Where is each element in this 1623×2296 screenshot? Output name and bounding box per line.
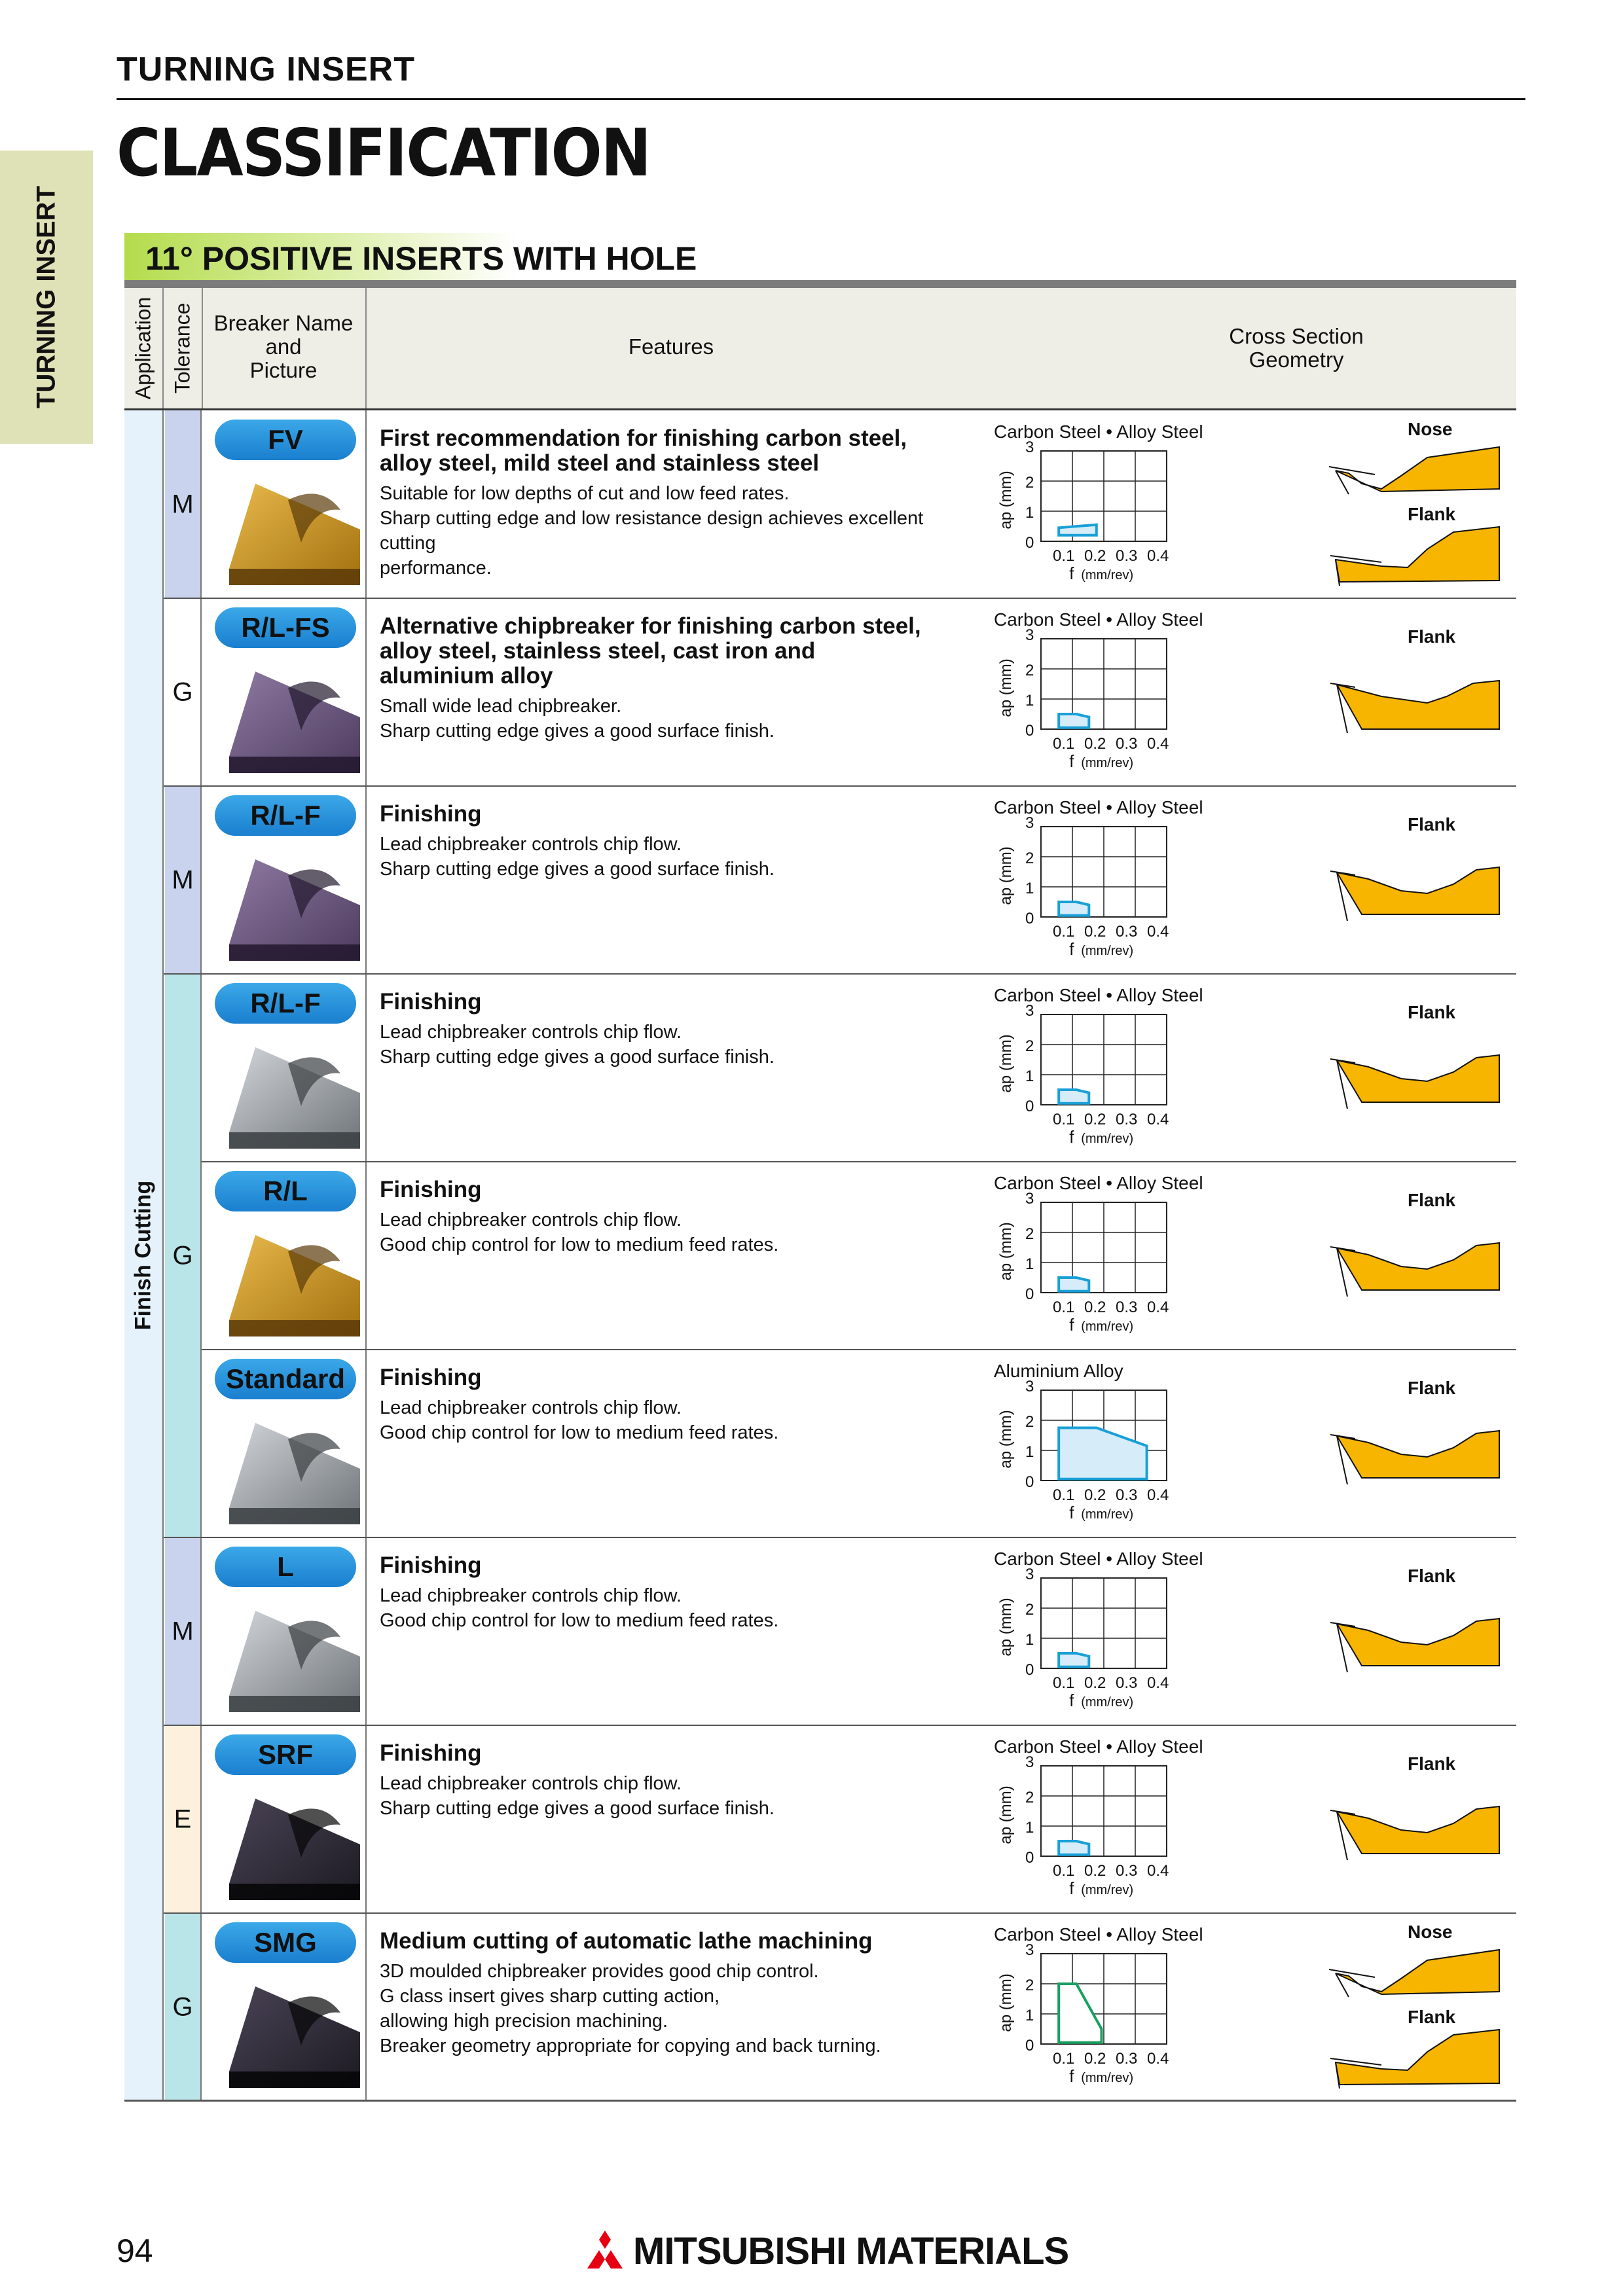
x-axis-label: f [1069, 751, 1074, 771]
insert-row [203, 1913, 1516, 2100]
y-tick-label: 3 [1025, 1378, 1034, 1395]
feature-line: performance. [380, 558, 492, 579]
x-tick-label: 0.2 [1084, 1111, 1106, 1128]
tolerance-cell [165, 974, 200, 1537]
feature-line: Lead chipbreaker controls chip flow. [380, 1210, 682, 1230]
row-divider [202, 598, 1516, 599]
feature-line: G class insert gives sharp cutting action, [380, 1986, 720, 2007]
features-block [380, 1177, 982, 1257]
x-tick-label: 0.2 [1084, 923, 1106, 941]
x-axis-unit: (mm/rev) [1081, 1695, 1134, 1710]
x-tick-label: 0.4 [1147, 2050, 1169, 2068]
header-cross-line: Geometry [1249, 348, 1344, 372]
feature-title-line: Finishing [380, 989, 482, 1014]
cross-section-diagram [1185, 1162, 1516, 1349]
application-label: Finish Cutting [130, 1180, 156, 1331]
feature-line: Small wide lead chipbreaker. [380, 696, 622, 717]
x-tick-label: 0.2 [1084, 1674, 1106, 1692]
breaker-name-badge[interactable]: R/L-F [215, 983, 356, 1024]
x-axis-label: f [1069, 564, 1074, 583]
insert-row [203, 598, 1516, 785]
insert-picture [216, 846, 367, 964]
y-tick-label: 2 [1025, 1977, 1034, 1994]
page-title: CLASSIFICATION [117, 115, 651, 191]
feature-line: Lead chipbreaker controls chip flow. [380, 1022, 682, 1043]
application-region [1059, 902, 1089, 916]
y-tick-label: 0 [1025, 1098, 1034, 1115]
feature-line: Lead chipbreaker controls chip flow. [380, 1585, 682, 1606]
insert-row [203, 1725, 1516, 1912]
x-tick-label: 0.2 [1084, 1486, 1106, 1504]
x-tick-label: 0.3 [1116, 2050, 1138, 2068]
x-axis-label: f [1069, 939, 1074, 959]
x-axis-unit: (mm/rev) [1081, 1883, 1134, 1897]
category-banner [124, 233, 1516, 280]
x-tick-label: 0.3 [1116, 1111, 1138, 1128]
y-tick-label: 2 [1025, 1601, 1034, 1619]
tolerance-cell [165, 598, 200, 786]
y-tick-label: 1 [1025, 880, 1034, 897]
cross-section-diagram [1185, 1913, 1516, 2100]
features-block [380, 1741, 982, 1821]
feature-title [380, 1741, 982, 1766]
feature-title-line: Finishing [380, 1552, 482, 1578]
row-divider [202, 1537, 1516, 1538]
features-block [380, 426, 982, 581]
application-region [1059, 1278, 1089, 1291]
feature-line: Lead chipbreaker controls chip flow. [380, 1773, 682, 1794]
y-tick-label: 2 [1025, 474, 1034, 492]
feature-line: Suitable for low depths of cut and low feed rates. [380, 483, 790, 504]
x-axis-label: f [1069, 2066, 1074, 2086]
chart-material: Aluminium Alloy [994, 1361, 1123, 1381]
three-diamonds-icon [585, 2231, 625, 2269]
y-tick-label: 0 [1025, 1849, 1034, 1867]
x-tick-label: 0.3 [1116, 547, 1138, 565]
x-tick-label: 0.4 [1147, 923, 1169, 941]
x-axis-unit: (mm/rev) [1081, 1507, 1134, 1522]
chart-material: Carbon Steel • Alloy Steel [994, 985, 1203, 1005]
x-tick-label: 0.3 [1116, 1486, 1138, 1504]
insert-picture [216, 1785, 367, 1903]
application-region [1059, 1090, 1089, 1103]
tolerance-divider [164, 598, 202, 599]
tolerance-label: G [172, 1241, 193, 1270]
cross-section-diagram [1185, 598, 1516, 785]
insert-row [203, 1162, 1516, 1349]
breaker-name-badge[interactable]: R/L-FS [215, 607, 356, 648]
table-header [124, 288, 1516, 408]
x-tick-label: 0.3 [1116, 923, 1138, 941]
breaker-name-badge[interactable]: Standard [215, 1359, 356, 1399]
x-tick-label: 0.4 [1147, 1111, 1169, 1128]
tolerance-divider [164, 1725, 202, 1726]
tolerance-cell [165, 410, 200, 598]
insert-picture [216, 1034, 367, 1152]
tolerance-label: G [172, 1992, 193, 2021]
x-tick-label: 0.1 [1053, 923, 1075, 941]
feature-title-line: Finishing [380, 801, 482, 827]
flank-label: Flank [1408, 2007, 1456, 2027]
x-tick-label: 0.2 [1084, 2050, 1106, 2068]
cross-section-diagram [1185, 410, 1516, 598]
feature-title-line: aluminium alloy [380, 663, 553, 689]
insert-row [203, 1537, 1516, 1725]
y-tick-label: 1 [1025, 504, 1034, 522]
x-tick-label: 0.1 [1053, 1862, 1075, 1880]
tolerance-label: M [172, 865, 194, 894]
y-tick-label: 0 [1025, 910, 1034, 927]
feature-line: Lead chipbreaker controls chip flow. [380, 1397, 682, 1418]
y-tick-label: 3 [1025, 1002, 1034, 1020]
y-tick-label: 3 [1025, 1941, 1034, 1959]
feature-line: 3D moulded chipbreaker provides good chip control. [380, 1961, 819, 1982]
insert-picture [216, 658, 367, 776]
feature-line: Good chip control for low to medium feed rates. [380, 1422, 779, 1443]
x-tick-label: 0.4 [1147, 1486, 1169, 1504]
feature-line: Sharp cutting edge gives a good surface finish. [380, 859, 775, 880]
header-breaker-line: Breaker Name [213, 311, 354, 335]
x-axis-unit: (mm/rev) [1081, 1319, 1134, 1334]
table-bottom-rule [124, 2100, 1516, 2102]
y-axis-label: ap (mm) [997, 846, 1015, 905]
y-axis-label: ap (mm) [997, 658, 1015, 717]
y-tick-label: 0 [1025, 1473, 1034, 1491]
row-divider [202, 785, 1516, 787]
cross-section-diagram [1185, 1725, 1516, 1912]
header-cross-line: Cross Section [1229, 324, 1364, 348]
features-block [380, 990, 982, 1069]
y-tick-label: 2 [1025, 850, 1034, 867]
y-axis-label: ap (mm) [997, 471, 1015, 529]
breaker-name-badge[interactable]: FV [215, 420, 356, 460]
feature-title-line: Medium cutting of automatic lathe machining [380, 1928, 873, 1954]
x-tick-label: 0.3 [1116, 1299, 1138, 1316]
y-tick-label: 3 [1025, 626, 1034, 644]
chart-material: Carbon Steel • Alloy Steel [994, 1173, 1203, 1193]
column-divider [200, 410, 202, 2100]
cross-section-diagram [1185, 786, 1516, 973]
header-rule [117, 98, 1525, 100]
y-axis-label: ap (mm) [997, 1785, 1015, 1844]
y-tick-label: 2 [1025, 1225, 1034, 1243]
row-divider [202, 1349, 1516, 1350]
chart-material: Carbon Steel • Alloy Steel [994, 609, 1203, 630]
insert-row [203, 410, 1516, 598]
y-axis-label: ap (mm) [997, 1034, 1015, 1093]
application-region [1059, 525, 1097, 535]
application-region [1059, 714, 1089, 728]
x-tick-label: 0.2 [1084, 735, 1106, 753]
flank-label: Flank [1408, 814, 1456, 834]
x-tick-label: 0.4 [1147, 735, 1169, 753]
x-tick-label: 0.1 [1053, 1111, 1075, 1128]
feature-title [380, 614, 982, 689]
y-tick-label: 0 [1025, 1285, 1034, 1303]
feature-line: Sharp cutting edge gives a good surface finish. [380, 721, 775, 742]
x-tick-label: 0.2 [1084, 547, 1106, 565]
x-axis-label: f [1069, 1315, 1074, 1335]
row-divider [202, 1725, 1516, 1726]
x-tick-label: 0.3 [1116, 735, 1138, 753]
x-tick-label: 0.1 [1053, 2050, 1075, 2068]
y-tick-label: 1 [1025, 1067, 1034, 1085]
feature-line: Good chip control for low to medium feed rates. [380, 1234, 779, 1255]
tolerance-divider [164, 973, 202, 975]
feature-line: Sharp cutting edge gives a good surface finish. [380, 1798, 775, 1819]
tolerance-cell [165, 1725, 200, 1913]
cross-section-diagram [1185, 1537, 1516, 1725]
y-tick-label: 1 [1025, 1819, 1034, 1837]
chart-material: Carbon Steel • Alloy Steel [994, 1924, 1203, 1945]
cross-section-diagram [1185, 1350, 1516, 1537]
header-breaker-line: Picture [249, 358, 318, 382]
x-tick-label: 0.1 [1053, 1674, 1075, 1692]
cross-section-diagram [1185, 974, 1516, 1161]
breaker-name-badge[interactable]: SRF [215, 1734, 356, 1775]
side-tab [0, 151, 93, 444]
flank-label: Flank [1408, 1190, 1456, 1210]
x-tick-label: 0.4 [1147, 1862, 1169, 1880]
x-axis-label: f [1069, 1691, 1074, 1710]
feature-title-line: Alternative chipbreaker for finishing carbon steel, [380, 613, 921, 639]
y-tick-label: 0 [1025, 534, 1034, 552]
breaker-name-badge[interactable]: R/L [215, 1171, 356, 1211]
feature-title [380, 1365, 982, 1390]
y-axis-label: ap (mm) [997, 1598, 1015, 1657]
feature-line: Good chip control for low to medium feed rates. [380, 1610, 779, 1631]
header-features: Features [628, 334, 714, 359]
chart-material: Carbon Steel • Alloy Steel [994, 422, 1203, 442]
x-tick-label: 0.4 [1147, 1674, 1169, 1692]
nose-label: Nose [1408, 1922, 1453, 1942]
feature-title-line: alloy steel, mild steel and stainless steel [380, 450, 820, 476]
x-tick-label: 0.1 [1053, 735, 1075, 753]
row-divider [202, 1161, 1516, 1162]
insert-row [203, 974, 1516, 1161]
feature-title-line: Finishing [380, 1740, 482, 1766]
feature-title-line: Finishing [380, 1365, 482, 1390]
y-axis-label: ap (mm) [997, 1973, 1015, 2032]
header-divider [162, 288, 164, 408]
y-tick-label: 3 [1025, 814, 1034, 832]
y-tick-label: 0 [1025, 2037, 1034, 2054]
chart-material: Carbon Steel • Alloy Steel [994, 1549, 1203, 1569]
y-tick-label: 1 [1025, 1255, 1034, 1273]
flank-label: Flank [1408, 626, 1456, 647]
x-axis-unit: (mm/rev) [1081, 756, 1134, 770]
flank-label: Flank [1408, 1378, 1456, 1398]
tolerance-divider [164, 1537, 202, 1538]
y-tick-label: 3 [1025, 439, 1034, 456]
y-tick-label: 3 [1025, 1190, 1034, 1208]
y-axis-label: ap (mm) [997, 1410, 1015, 1469]
x-tick-label: 0.1 [1053, 1299, 1075, 1316]
insert-row [203, 1350, 1516, 1537]
feature-line: allowing high precision machining. [380, 2011, 668, 2032]
insert-picture [216, 1598, 367, 1715]
tolerance-cell [165, 786, 200, 974]
flank-label: Flank [1408, 1002, 1456, 1022]
tolerance-cell [165, 1537, 200, 1725]
breaker-name-badge[interactable]: L [215, 1547, 356, 1587]
y-tick-label: 3 [1025, 1753, 1034, 1771]
banner-rule [124, 280, 1516, 288]
y-tick-label: 2 [1025, 1037, 1034, 1055]
feature-title [380, 1929, 982, 1954]
header-cross-section [1126, 325, 1467, 372]
header-breaker [203, 312, 364, 382]
tolerance-label: M [172, 490, 194, 518]
tolerance-label: E [173, 1804, 192, 1833]
y-tick-label: 1 [1025, 692, 1034, 709]
y-tick-label: 1 [1025, 2007, 1034, 2024]
y-tick-label: 0 [1025, 722, 1034, 740]
y-tick-label: 1 [1025, 1631, 1034, 1649]
side-tab-label: TURNING INSERT [31, 186, 61, 408]
x-tick-label: 0.2 [1084, 1862, 1106, 1880]
flank-label: Flank [1408, 1753, 1456, 1774]
feature-title [380, 1177, 982, 1202]
tolerance-divider [164, 1912, 202, 1914]
y-axis-label: ap (mm) [997, 1222, 1015, 1281]
section-title: TURNING INSERT [117, 50, 415, 88]
x-tick-label: 0.3 [1116, 1862, 1138, 1880]
page-number: 94 [117, 2233, 153, 2269]
x-axis-unit: (mm/rev) [1081, 568, 1134, 583]
x-axis-label: f [1069, 1503, 1074, 1522]
y-tick-label: 3 [1025, 1566, 1034, 1583]
feature-title-line: First recommendation for finishing carbon steel, [380, 425, 907, 451]
header-breaker-line: and [265, 334, 302, 359]
insert-picture [216, 471, 367, 588]
breaker-name-badge[interactable]: SMG [215, 1922, 356, 1963]
application-column [124, 410, 162, 2100]
x-tick-label: 0.3 [1116, 1674, 1138, 1692]
insert-row [203, 786, 1516, 973]
x-tick-label: 0.4 [1147, 547, 1169, 565]
column-divider [162, 410, 164, 2100]
x-axis-label: f [1069, 1127, 1074, 1147]
features-block [380, 1365, 982, 1445]
features-block [380, 1929, 982, 2058]
feature-line: Sharp cutting edge and low resistance design achieves excellent cutting [380, 508, 924, 554]
feature-title [380, 802, 982, 827]
feature-line: Breaker geometry appropriate for copying and back turning. [380, 2036, 881, 2056]
application-region [1059, 1841, 1089, 1855]
banner-title: 11° POSITIVE INSERTS WITH HOLE [145, 240, 697, 277]
nose-label: Nose [1408, 419, 1453, 439]
feature-title-line: Finishing [380, 1177, 482, 1202]
tolerance-cell [165, 1913, 200, 2101]
flank-label: Flank [1408, 504, 1456, 524]
feature-title [380, 1553, 982, 1578]
x-axis-label: f [1069, 1878, 1074, 1898]
application-region [1059, 1653, 1089, 1667]
chart-material: Carbon Steel • Alloy Steel [994, 797, 1203, 817]
tolerance-divider [164, 785, 202, 787]
tolerance-label: M [172, 1617, 194, 1645]
features-block [380, 802, 982, 882]
row-divider [202, 973, 1516, 975]
y-tick-label: 0 [1025, 1661, 1034, 1679]
insert-picture [216, 1973, 367, 2091]
x-tick-label: 0.1 [1053, 547, 1075, 565]
header-application: Application [131, 296, 155, 400]
features-block [380, 614, 982, 744]
x-axis-unit: (mm/rev) [1081, 944, 1134, 958]
x-tick-label: 0.4 [1147, 1299, 1169, 1316]
chart-material: Carbon Steel • Alloy Steel [994, 1736, 1203, 1757]
insert-picture [216, 1410, 367, 1528]
brand-name: MITSUBISHI MATERIALS [633, 2230, 1069, 2272]
feature-title-line: alloy steel, stainless steel, cast iron and [380, 638, 816, 664]
y-tick-label: 2 [1025, 1789, 1034, 1806]
feature-line: Lead chipbreaker controls chip flow. [380, 834, 682, 855]
x-axis-unit: (mm/rev) [1081, 2071, 1134, 2085]
insert-picture [216, 1222, 367, 1340]
tolerance-label: G [172, 677, 193, 706]
x-tick-label: 0.2 [1084, 1299, 1106, 1316]
breaker-name-badge[interactable]: R/L-F [215, 795, 356, 836]
x-axis-unit: (mm/rev) [1081, 1132, 1134, 1146]
flank-label: Flank [1408, 1566, 1456, 1586]
feature-title [380, 426, 982, 476]
y-tick-label: 2 [1025, 662, 1034, 679]
x-tick-label: 0.1 [1053, 1486, 1075, 1504]
features-block [380, 1553, 982, 1633]
y-tick-label: 2 [1025, 1413, 1034, 1431]
header-tolerance: Tolerance [170, 302, 194, 394]
row-divider [202, 1912, 1516, 1914]
feature-line: Sharp cutting edge gives a good surface finish. [380, 1047, 775, 1067]
feature-title [380, 990, 982, 1014]
y-tick-label: 1 [1025, 1443, 1034, 1461]
